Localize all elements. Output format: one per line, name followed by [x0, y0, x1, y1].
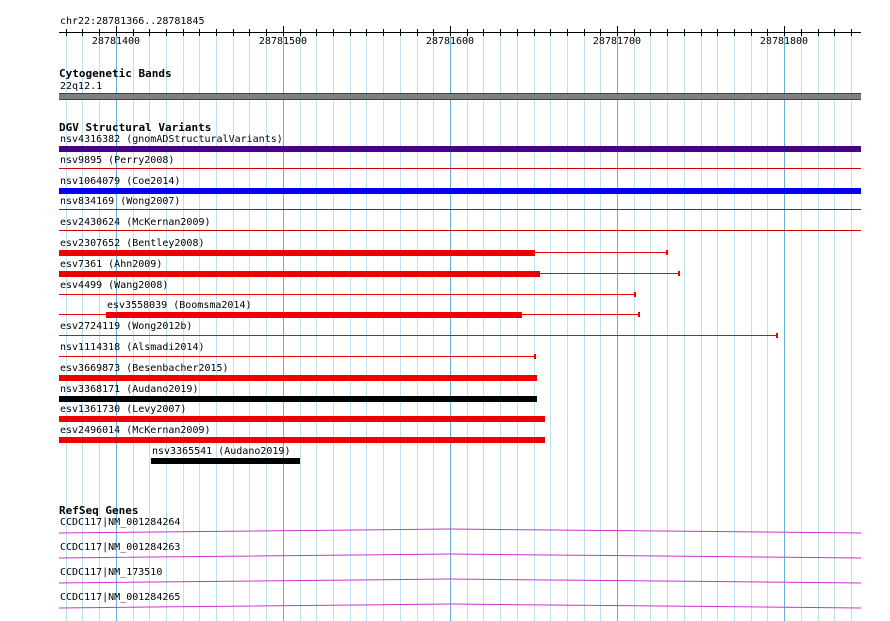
- refseq-gene-label[interactable]: CCDC117|NM_001284264: [60, 517, 181, 528]
- refseq-gene-model[interactable]: [0, 526, 890, 536]
- ruler-tick-label: 28781800: [759, 36, 809, 47]
- refseq-gene-model[interactable]: [0, 576, 890, 586]
- dgv-variant-label[interactable]: nsv3365541 (Audano2019): [152, 446, 291, 457]
- cytoband-bar[interactable]: [59, 93, 861, 100]
- dgv-variant-end-cap[interactable]: [534, 354, 536, 359]
- dgv-variant-label[interactable]: nsv9895 (Perry2008): [60, 155, 175, 166]
- refseq-intron-line: [59, 579, 861, 583]
- dgv-variant-line[interactable]: [59, 168, 861, 169]
- ruler-tick-label: 28781600: [425, 36, 475, 47]
- dgv-variant-label[interactable]: esv4499 (Wang2008): [60, 280, 169, 291]
- dgv-variant-label[interactable]: nsv1064079 (Coe2014): [60, 176, 181, 187]
- refseq-gene-label[interactable]: CCDC117|NM_001284263: [60, 542, 181, 553]
- dgv-variant-bar[interactable]: [59, 396, 537, 402]
- refseq-gene-label[interactable]: CCDC117|NM_001284265: [60, 592, 181, 603]
- dgv-variant-label[interactable]: esv1361730 (Levy2007): [60, 404, 187, 415]
- dgv-variant-line[interactable]: [59, 209, 861, 210]
- refseq-gene-model[interactable]: [0, 551, 890, 561]
- dgv-variant-label[interactable]: esv2430624 (McKernan2009): [60, 217, 211, 228]
- dgv-variant-end-cap[interactable]: [678, 271, 680, 276]
- dgv-variant-bar[interactable]: [59, 271, 540, 277]
- dgv-variant-bar[interactable]: [59, 416, 545, 422]
- refseq-intron-line: [59, 529, 861, 533]
- dgv-variant-bar[interactable]: [59, 375, 537, 381]
- dgv-variant-label[interactable]: esv7361 (Ahn2009): [60, 259, 163, 270]
- cytoband-track-title: Cytogenetic Bands: [59, 67, 172, 80]
- dgv-variant-tail[interactable]: [59, 294, 635, 295]
- dgv-variant-tail[interactable]: [59, 356, 535, 357]
- dgv-variant-end-cap[interactable]: [638, 312, 640, 317]
- dgv-variant-label[interactable]: nsv834169 (Wong2007): [60, 196, 181, 207]
- dgv-variant-label[interactable]: esv2307652 (Bentley2008): [60, 238, 205, 249]
- dgv-variant-label[interactable]: nsv4316382 (gnomADStructuralVariants): [60, 134, 283, 145]
- ruler-range-label: chr22:28781366..28781845: [60, 16, 205, 27]
- refseq-intron-line: [59, 554, 861, 558]
- refseq-gene-model[interactable]: [0, 601, 890, 611]
- ruler-tick-label: 28781700: [592, 36, 642, 47]
- dgv-variant-end-cap[interactable]: [666, 250, 668, 255]
- dgv-variant-bar[interactable]: [59, 188, 861, 194]
- dgv-variant-tail[interactable]: [59, 335, 777, 336]
- dgv-variant-bar[interactable]: [59, 437, 545, 443]
- dgv-variant-bar[interactable]: [106, 312, 522, 318]
- dgv-variant-label[interactable]: esv2724119 (Wong2012b): [60, 321, 193, 332]
- dgv-variant-label[interactable]: esv2496014 (McKernan2009): [60, 425, 211, 436]
- dgv-variant-label[interactable]: esv3558039 (Boomsma2014): [107, 300, 252, 311]
- dgv-variant-label[interactable]: nsv1114318 (Alsmadi2014): [60, 342, 205, 353]
- dgv-variant-bar[interactable]: [151, 458, 300, 464]
- refseq-track-title: RefSeq Genes: [59, 504, 139, 517]
- ruler-tick-label: 28781500: [258, 36, 308, 47]
- dgv-variant-bar[interactable]: [59, 250, 535, 256]
- dgv-track-title: DGV Structural Variants: [59, 121, 212, 134]
- cytoband-label: 22q12.1: [60, 81, 103, 92]
- dgv-variant-bar[interactable]: [59, 146, 861, 152]
- dgv-variant-end-cap[interactable]: [634, 292, 636, 297]
- dgv-variant-end-cap[interactable]: [776, 333, 778, 338]
- refseq-intron-line: [59, 604, 861, 608]
- ruler-tick-label: 28781400: [91, 36, 141, 47]
- dgv-variant-line[interactable]: [59, 230, 861, 231]
- ruler-axis[interactable]: [59, 32, 861, 33]
- refseq-gene-label[interactable]: CCDC117|NM_173510: [60, 567, 163, 578]
- dgv-variant-label[interactable]: esv3669873 (Besenbacher2015): [60, 363, 229, 374]
- dgv-variant-label[interactable]: nsv3368171 (Audano2019): [60, 384, 199, 395]
